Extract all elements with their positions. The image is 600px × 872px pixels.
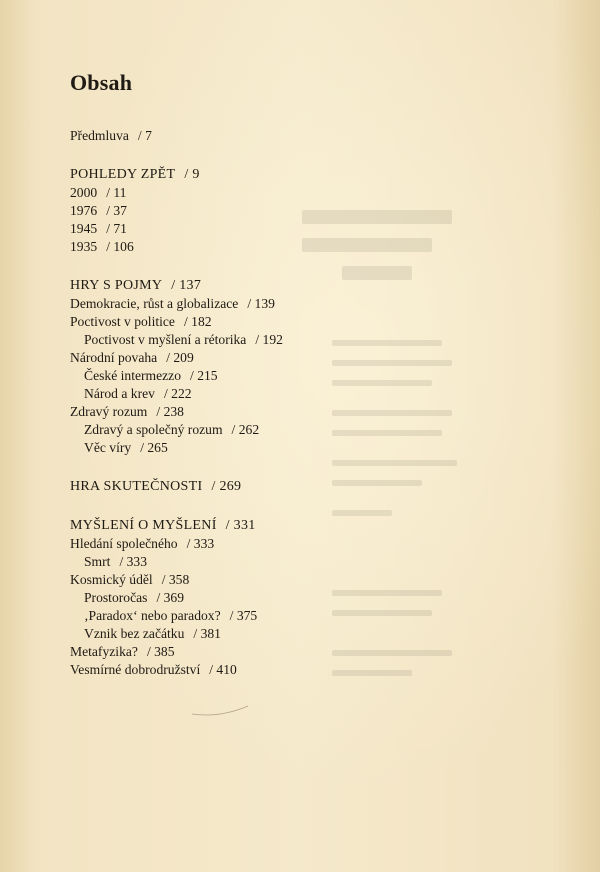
entry-page: / 331	[225, 518, 256, 533]
toc-section	[70, 517, 530, 535]
toc-entry	[70, 295, 530, 313]
section-title: HRA SKUTEČNOSTI	[70, 479, 203, 494]
entry-page: / 269	[211, 479, 242, 494]
entry-page: / 222	[163, 386, 192, 401]
toc-subentry	[70, 367, 530, 385]
contents-heading: Obsah	[70, 70, 133, 95]
entry-page: / 106	[106, 239, 134, 254]
entry-title: Prostoročas	[84, 590, 148, 605]
entry-title: Vesmírné dobrodružství	[70, 662, 201, 677]
table-of-contents	[70, 127, 530, 679]
pencil-mark	[190, 700, 260, 720]
entry-title: 1945	[70, 221, 98, 236]
toc-entry	[70, 313, 530, 331]
entry-page: / 7	[137, 128, 152, 143]
toc-entry	[70, 535, 530, 553]
entry-page: / 333	[186, 536, 215, 551]
entry-page: / 209	[166, 350, 194, 365]
entry-page: / 410	[209, 662, 237, 677]
toc-subentry	[70, 385, 530, 403]
toc-subentry	[70, 607, 530, 625]
toc-subentry	[70, 331, 530, 349]
entry-page: / 137	[171, 278, 202, 293]
entry-page: / 358	[161, 572, 190, 587]
entry-title: Vznik bez začátku	[84, 626, 185, 641]
toc-entry	[70, 184, 530, 202]
entry-page: / 369	[156, 590, 185, 605]
entry-page: / 333	[119, 554, 148, 569]
entry-page: / 37	[106, 203, 127, 218]
entry-page: / 215	[190, 368, 218, 383]
toc-entry	[70, 127, 530, 145]
entry-title: Předmluva	[70, 128, 129, 143]
toc-subentry	[70, 553, 530, 571]
entry-title: Zdravý a společný rozum	[84, 422, 223, 437]
entry-page: / 182	[183, 314, 212, 329]
toc-entry	[70, 349, 530, 367]
entry-title: Poctivost v politice	[70, 314, 175, 329]
toc-section	[70, 478, 530, 496]
toc-section	[70, 166, 530, 184]
toc-entry	[70, 202, 530, 220]
toc-entry	[70, 643, 530, 661]
entry-page: / 238	[156, 404, 184, 419]
toc-entry	[70, 403, 530, 421]
entry-title: Poctivost v myšlení a rétorika	[84, 332, 247, 347]
entry-page: / 375	[229, 608, 258, 623]
toc-entry	[70, 238, 530, 256]
toc-section	[70, 277, 530, 295]
entry-page: / 262	[231, 422, 260, 437]
entry-title: Národní povaha	[70, 350, 158, 365]
entry-page: / 71	[106, 221, 127, 236]
entry-title: Národ a krev	[84, 386, 155, 401]
entry-title: Demokracie, růst a globalizace	[70, 296, 239, 311]
entry-title: Metafyzika?	[70, 644, 138, 659]
entry-title: ‚Paradox‘ nebo paradox?	[84, 608, 221, 623]
entry-title: Věc víry	[84, 440, 132, 455]
entry-title: 1935	[70, 239, 98, 254]
entry-page: / 381	[193, 626, 221, 641]
entry-page: / 385	[146, 644, 175, 659]
entry-title: Smrt	[84, 554, 111, 569]
section-title: HRY S POJMY	[70, 278, 163, 293]
entry-title: České intermezzo	[84, 368, 182, 383]
toc-entry	[70, 661, 530, 679]
entry-title: Zdravý rozum	[70, 404, 148, 419]
toc-entry	[70, 571, 530, 589]
section-title: POHLEDY ZPĚT	[70, 167, 176, 182]
entry-title: 1976	[70, 203, 98, 218]
toc-subentry	[70, 421, 530, 439]
entry-page: / 139	[247, 296, 275, 311]
entry-title: 2000	[70, 185, 98, 200]
entry-title: Hledání společného	[70, 536, 178, 551]
toc-subentry	[70, 439, 530, 457]
section-title: MYŠLENÍ O MYŠLENÍ	[70, 518, 217, 533]
entry-page: / 192	[255, 332, 283, 347]
toc-entry	[70, 220, 530, 238]
toc-subentry	[70, 625, 530, 643]
entry-title: Kosmický úděl	[70, 572, 153, 587]
entry-page: / 265	[140, 440, 168, 455]
entry-page: / 9	[184, 167, 200, 182]
entry-page: / 11	[106, 185, 127, 200]
toc-subentry	[70, 589, 530, 607]
